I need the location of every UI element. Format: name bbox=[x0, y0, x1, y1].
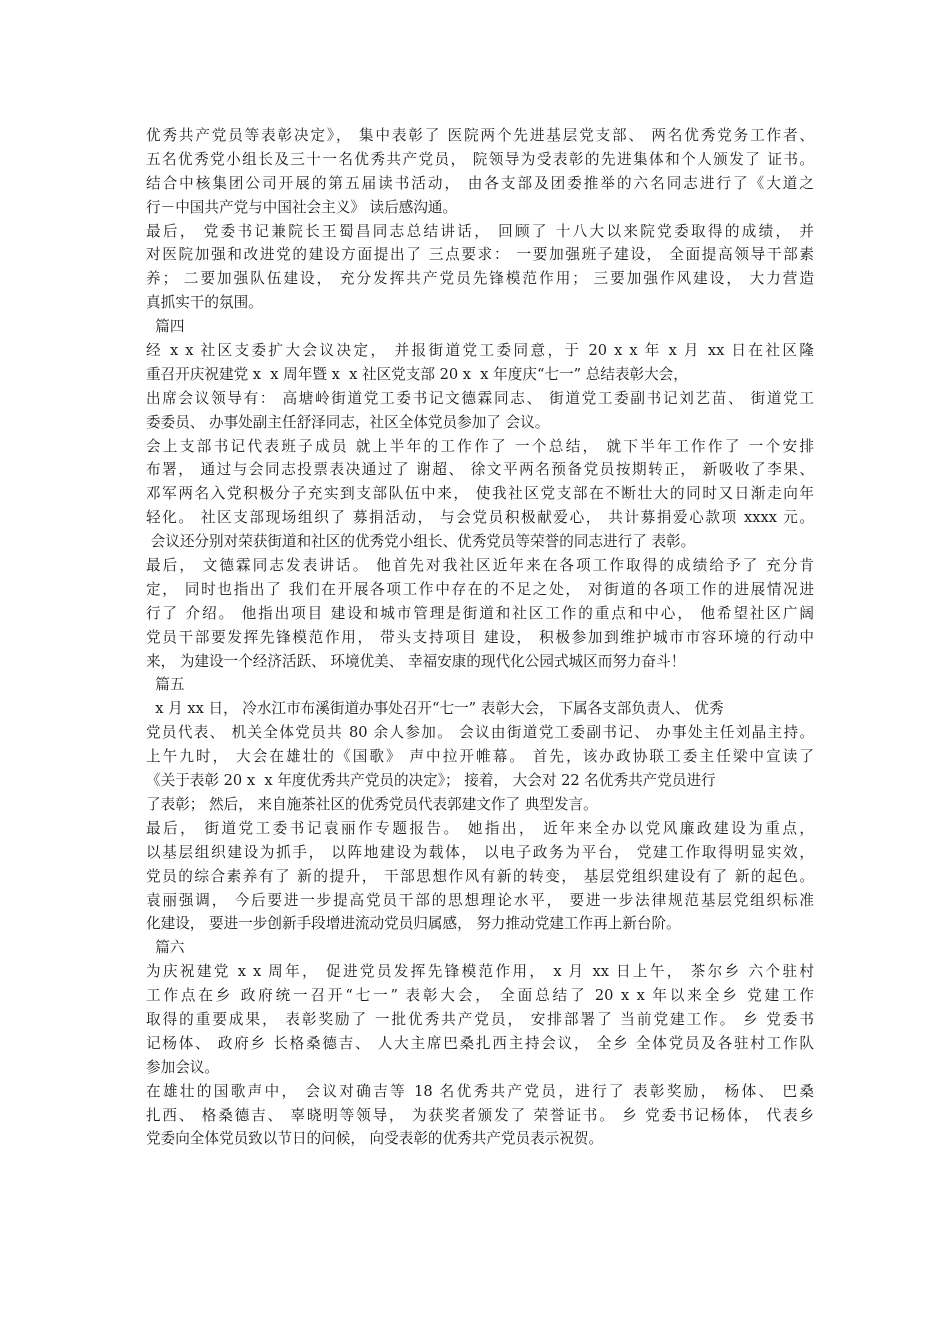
text-line: 结合中核集团公司开展的第五届读书活动， 由各支部及团委推举的六名同志进行了《大道之 bbox=[146, 174, 814, 192]
text-line: 党员的综合素养有了 新的提升， 干部思想作风有新的转变， 基层党组织建设有了 新的起色。 bbox=[146, 867, 814, 885]
text-line: 养； 二要加强队伍建设， 充分发挥共产党员先锋模范作用； 三要加强作风建设， 大力营造 bbox=[146, 270, 814, 288]
text-line: 以基层组织建设为抓手， 以阵地建设为载体， 以电子政务为平台， 党建工作取得明显实效， bbox=[146, 843, 814, 861]
text-line: 取得的重要成果， 表彰奖励了 一批优秀共产党员， 安排部署了 当前党建工作。 乡 党委书 bbox=[146, 1010, 814, 1028]
text-line: 行－中国共产党与中国社会主义》 读后感沟通。 bbox=[146, 198, 458, 216]
text-line: 记杨体、 政府乡 长格桑德吉、 人大主席巴桑扎西主持会议， 全乡 全体党员及各驻村工作队 bbox=[146, 1034, 814, 1052]
document-body bbox=[146, 124, 814, 1151]
text-line: 会议还分别对荣获街道和社区的优秀党小组长、优秀党员等荣誉的同志进行了 表彰。 bbox=[146, 533, 696, 551]
text-line: 最后， 街道党工委书记袁丽作专题报告。 她指出， 近年来全办以党风廉政建设为重点， bbox=[146, 819, 814, 837]
text-line: 来， 为建设一个经济活跃、 环境优美、 幸福安康的现代化公园式城区而努力奋斗！ bbox=[146, 652, 686, 670]
text-line: 袁丽强调， 今后要进一步提高党员干部的思想理论水平， 要进一步法律规范基层党组织标准 bbox=[146, 891, 814, 909]
text-line: 委委员、 办事处副主任舒泽同志，社区全体党员参加了 会议。 bbox=[146, 413, 550, 431]
text-line: 五名优秀党小组长及三十一名优秀共产党员， 院领导为受表彰的先进集体和个人颁发了 证书。 bbox=[146, 150, 814, 168]
text-line: 党员代表、 机关全体党员共 80 余人参加。 会议由街道党工委副书记、 办事处主任刘晶主持。 bbox=[146, 724, 814, 742]
text-line: 扎西、 格桑德吉、 辜晓明等领导， 为获奖者颁发了 荣誉证书。 乡 党委书记杨体， 代表乡 bbox=[146, 1106, 814, 1124]
text-line: 优秀共产党员等表彰决定》， 集中表彰了 医院两个先进基层党支部、 两名优秀党务工作者、 bbox=[146, 127, 814, 144]
text-line: 化建设， 要进一步创新手段增进流动党员归属感， 努力推动党建工作再上新台阶。 bbox=[146, 915, 681, 933]
text-line: 工作点在乡 政府统一召开“七一” 表彰大会， 全面总结了 20 x x 年以来全乡 党建工作 bbox=[146, 987, 814, 1005]
text-line: 轻化。 社区支部现场组织了 募捐活动， 与会党员积极献爱心， 共计募捐爱心款项 xxxx 元。 bbox=[146, 509, 814, 527]
section-heading: 篇四 bbox=[146, 318, 185, 336]
text-line: 为庆祝建党 x x 周年， 促进党员发挥先锋模范作用， x 月 xx 日上午， 茶尔乡 六个驻村 bbox=[146, 963, 814, 981]
text-line: 在雄壮的国歌声中， 会议对确吉等 18 名优秀共产党员，进行了 表彰奖励， 杨体、 巴桑 bbox=[146, 1082, 814, 1100]
text-line: 真抓实干的氛围。 bbox=[146, 294, 263, 312]
text-line: 重召开庆祝建党 x x 周年暨 x x 社区党支部 20 x x 年度庆“七一” 总结表彰大会， bbox=[146, 365, 688, 383]
text-line: 最后， 文德霖同志发表讲话。 他首先对我社区近年来在各项工作取得的成绩给予了 充分肯 bbox=[146, 557, 814, 575]
text-line: 了表彰； 然后， 来自施茶社区的优秀党员代表郭建文作了 典型发言。 bbox=[146, 795, 598, 813]
text-line: 最后， 党委书记兼院长王蜀昌同志总结讲话， 回顾了 十八大以来院党委取得的成绩， 并 bbox=[146, 222, 814, 240]
section-heading: 篇六 bbox=[146, 939, 185, 957]
text-line: 定， 同时也指出了 我们在开展各项工作中存在的不足之处， 对街道的各项工作的进展情况进 bbox=[146, 580, 814, 598]
text-line: 出席会议领导有： 高塘岭街道党工委书记文德霖同志、 街道党工委副书记刘艺苗、 街道党工 bbox=[146, 389, 814, 407]
text-line: 对医院加强和改进党的建设方面提出了 三点要求： 一要加强班子建设， 全面提高领导干部素 bbox=[146, 246, 814, 264]
text-line: 党委向全体党员致以节日的问候， 向受表彰的优秀共产党员表示祝贺。 bbox=[146, 1130, 604, 1148]
text-line: 党员干部要发挥先锋模范作用， 带头支持项目 建设， 积极参加到维护城市市容环境的行动中 bbox=[146, 628, 814, 646]
text-line: 布署， 通过与会同志投票表决通过了 谢超、 徐文平两名预备党员按期转正， 新吸收了李果、 bbox=[146, 461, 814, 479]
text-line: 行了 介绍。 他指出项目 建设和城市管理是街道和社区工作的重点和中心， 他希望社区广阔 bbox=[146, 604, 814, 622]
text-line: 《关于表彰 20 x x 年度优秀共产党员的决定》； 接着， 大会对 22 名优秀共产党员进行 bbox=[146, 772, 716, 790]
text-line: 上午九时， 大会在雄壮的《国歌》 声中拉开帷幕。 首先，该办政协联工委主任梁中宣读了 bbox=[146, 748, 814, 766]
text-line: 会上支部书记代表班子成员 就上半年的工作作了 一个总结， 就下半年工作作了 一个安排 bbox=[146, 437, 814, 455]
section-heading: 篇五 bbox=[146, 676, 185, 694]
text-line: 邓军两名入党积极分子充实到支部队伍中来， 使我社区党支部在不断壮大的同时又日渐走向年 bbox=[146, 485, 814, 503]
text-line: 参加会议。 bbox=[146, 1058, 219, 1076]
text-line: x 月 xx 日， 冷水江市布溪街道办事处召开“七一” 表彰大会， 下属各支部负责人、 优秀 bbox=[146, 700, 724, 718]
text-line: 经 x x 社区支委扩大会议决定， 并报街道党工委同意，于 20 x x 年 x 月 xx 日在社区隆 bbox=[146, 342, 814, 360]
